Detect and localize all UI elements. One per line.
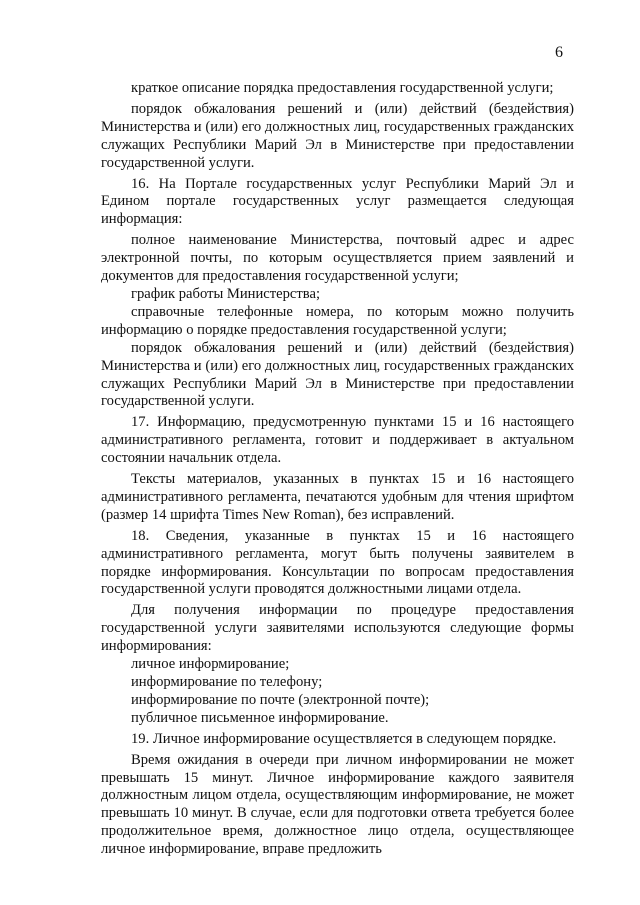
paragraph: Тексты материалов, указанных в пунктах 15 и 16 настоящего административного регламента, печатаются удобным для чтения шрифтом (размер 14 шрифта Times New Roman), без исправлений.	[101, 471, 574, 523]
paragraph: публичное письменное информирование.	[131, 709, 389, 726]
paragraph: график работы Министерства;	[131, 285, 321, 302]
paragraph: Для получения информации по процедуре предоставления государственной услуги заявителями используются следующие формы информирования:	[101, 602, 574, 655]
paragraph: 19. Личное информирование осуществляется в следующем порядке.	[131, 730, 557, 747]
paragraph: порядок обжалования решений и (или) действий (бездействия) Министерства и (или) его должностных лиц, государственных гражданских служащих Республики Марий Эл в Министерстве при предоставлении государственной услуги.	[101, 100, 574, 171]
paragraph: справочные телефонные номера, по которым можно получить информацию о порядке предоставления государственной услуги;	[101, 303, 574, 338]
paragraph: информирование по почте (электронной почте);	[131, 691, 430, 708]
paragraph: краткое описание порядка предоставления государственной услуги;	[131, 80, 554, 96]
page-number: 6	[555, 44, 563, 61]
paragraph: 18. Сведения, указанные в пунктах 15 и 16 настоящего административного регламента, могут быть получены заявителем в порядке информирования. Консультации по вопросам предоставления государственной услуги проводятся должностными лицами отдела.	[101, 527, 574, 598]
paragraph: полное наименование Министерства, почтовый адрес и адрес электронной почты, по которым осуществляется прием заявлений и документов для предоставления государственной услуги;	[101, 232, 574, 285]
paragraph: порядок обжалования решений и (или) действий (бездействия) Министерства и (или) его должностных лиц, государственных гражданских служащих Республики Марий Эл в Министерстве при предоставлении государственной услуги.	[101, 339, 574, 410]
paragraph: 17. Информацию, предусмотренную пунктами 15 и 16 настоящего административного регламента, готовит и поддерживает в актуальном состоянии начальник отдела.	[101, 414, 574, 467]
paragraph: личное информирование;	[131, 656, 290, 673]
document-body	[101, 80, 574, 859]
paragraph: информирование по телефону;	[131, 674, 323, 690]
paragraph: Время ожидания в очереди при личном информировании не может превышать 15 минут. Личное информирование каждого заявителя должностным лицом отдела, осуществляющим информирование, не может превышать 10 минут. В случае, если для подготовки ответа требуется более продолжительное время, должностное лицо отдела, осуществляющее личное информирование, вправе предложить	[101, 751, 574, 858]
paragraph: 16. На Портале государственных услуг Республики Марий Эл и Едином портале государственных услуг размещается следующая информация:	[101, 175, 574, 228]
